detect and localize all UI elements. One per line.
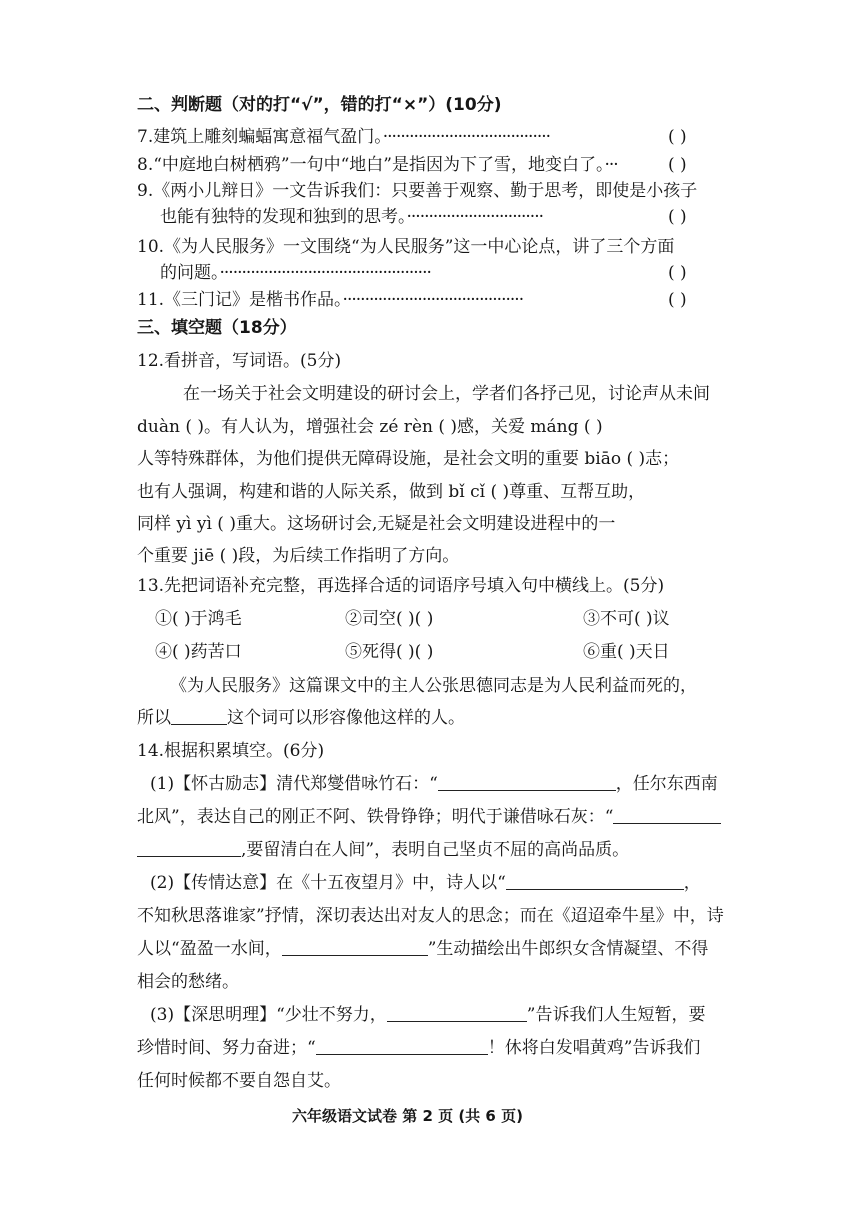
question-14-part-3-line-1 [150,999,705,1031]
question-14-part-3-line-3: 任何时候都不要自怨自艾。 [137,1071,341,1091]
part-1-text: ,要留清白在人间”，表明自己坚贞不屈的高尚品质。 [241,840,630,860]
question-14-part-3-line-2 [137,1032,700,1064]
question-14-part-2-line-4: 相会的愁绪。 [137,972,239,992]
section-2-title: 二、判断题（对的打“√”，错的打“×”）(10分) [137,95,502,115]
part-2-text: ， [683,873,701,893]
sentence-2-suffix: 这个词可以形容像他这样的人。 [227,708,465,728]
question-12-line-4[interactable]: 也有人强调，构建和谐的人际关系，做到 bǐ cǐ ( )尊重、互帮互助， [137,482,646,502]
answer-blank[interactable] [171,706,227,725]
answer-blank[interactable] [613,805,721,824]
question-7-text: 7.建筑上雕刻蝙蝠寓意福气盈门。 [137,127,383,147]
question-10-text: 的问题。 [160,263,220,283]
answer-blank[interactable] [506,871,684,890]
question-13-sentence-1: 《为人民服务》这篇课文中的主人公张思德同志是为人民利益而死的， [170,676,697,696]
question-14-part-1-line-2 [137,801,721,833]
page-footer: 六年级语文试卷 第 2 页 (共 6 页) [292,1107,523,1125]
leader-dots: ················································ [219,263,431,283]
sentence-2-prefix: 所以 [137,708,171,728]
idiom-item-2[interactable]: ②司空( )( ) [345,609,434,629]
question-14-part-2-line-2: 不知秋思落谁家”抒情，深切表达出对友人的思念；而在《迢迢牵牛星》中，诗 [137,906,724,926]
question-9-line-1: 9.《两小儿辩日》一文告诉我们：只要善于观察、勤于思考，即使是小孩子 [137,181,698,201]
idiom-item-1[interactable]: ①( )于鸿毛 [155,609,242,629]
leader-dots: ······························· [406,207,544,227]
part-3-text: 珍惜时间、努力奋进；“ [137,1038,316,1058]
section-3-title: 三、填空题（18分） [137,318,297,338]
question-13-title: 13.先把词语补充完整，再选择合适的词语序号填入句中横线上。(5分) [137,576,665,596]
leader-dots: ········································· [342,290,524,310]
question-14-part-2-line-1 [150,867,701,899]
question-14-part-1-line-1 [150,768,718,800]
part-3-text: ！休将白发唱黄鸡”告诉我们 [487,1038,701,1058]
question-12-line-1: 在一场关于社会文明建设的研讨会上，学者们各抒己见，讨论声从未间 [183,384,710,404]
answer-paren-8[interactable]: ( ) [668,155,687,175]
question-9-text: 也能有独特的发现和独到的思考。 [160,207,407,227]
part-1-text: 北风”，表达自己的刚正不阿、铁骨铮铮；明代于谦借咏石灰：“ [137,807,614,827]
question-14-title: 14.根据积累填空。(6分) [137,741,325,761]
part-2-text: ”生动描绘出牛郎织女含情凝望、不得 [427,939,709,959]
answer-blank[interactable] [387,1003,527,1022]
idiom-item-4[interactable]: ④( )药苦口 [155,642,242,662]
part-3-text: (3)【深思明理】“少壮不努力， [150,1005,387,1025]
answer-blank[interactable] [282,937,428,956]
question-12-line-3[interactable]: 人等特殊群体，为他们提供无障碍设施，是社会文明的重要 biāo ( )志； [137,449,680,469]
question-10-line-1: 10.《为人民服务》一文围绕“为人民服务”这一中心论点，讲了三个方面 [137,237,675,257]
part-1-text: ，任尔东西南 [615,774,718,794]
question-11-text: 11.《三门记》是楷书作品。 [137,290,343,310]
question-14-part-1-line-3 [137,834,629,866]
answer-paren-11[interactable]: ( ) [668,290,687,310]
question-14-part-2-line-3 [137,933,708,965]
answer-blank[interactable] [137,838,241,857]
answer-blank[interactable] [316,1036,488,1055]
idiom-item-6[interactable]: ⑥重( )天日 [583,642,670,662]
part-2-text: (2)【传情达意】在《十五夜望月》中，诗人以“ [150,873,506,893]
answer-paren-7[interactable]: ( ) [668,127,687,147]
idiom-item-5[interactable]: ⑤死得( )( ) [345,642,434,662]
answer-paren-9[interactable]: ( ) [668,207,687,227]
question-12-line-6[interactable]: 个重要 jiē ( )段，为后续工作指明了方向。 [137,546,460,566]
idiom-item-3[interactable]: ③不可( )议 [583,609,670,629]
part-2-text: 人以“盈盈一水间， [137,939,282,959]
answer-blank[interactable] [438,772,616,791]
question-12-title: 12.看拼音，写词语。(5分) [137,351,342,371]
part-1-text: (1)【怀古励志】清代郑燮借咏竹石：“ [150,774,438,794]
leader-dots: ··· [604,155,618,175]
question-12-line-2[interactable]: duàn ( )。有人认为，增强社会 zé rèn ( )感，关爱 máng ( ) [137,417,603,437]
leader-dots: ······································ [382,127,551,147]
question-9-line-2 [160,201,543,233]
answer-paren-10[interactable]: ( ) [668,263,687,283]
question-13-sentence-2 [137,702,465,734]
question-12-line-5[interactable]: 同样 yì yì ( )重大。这场研讨会,无疑是社会文明建设进程中的一 [137,514,616,534]
part-3-text: ”告诉我们人生短暂，要 [526,1005,706,1025]
question-8-text: 8.“中庭地白树栖鸦”一句中“地白”是指因为下了雪，地变白了。 [137,155,605,175]
